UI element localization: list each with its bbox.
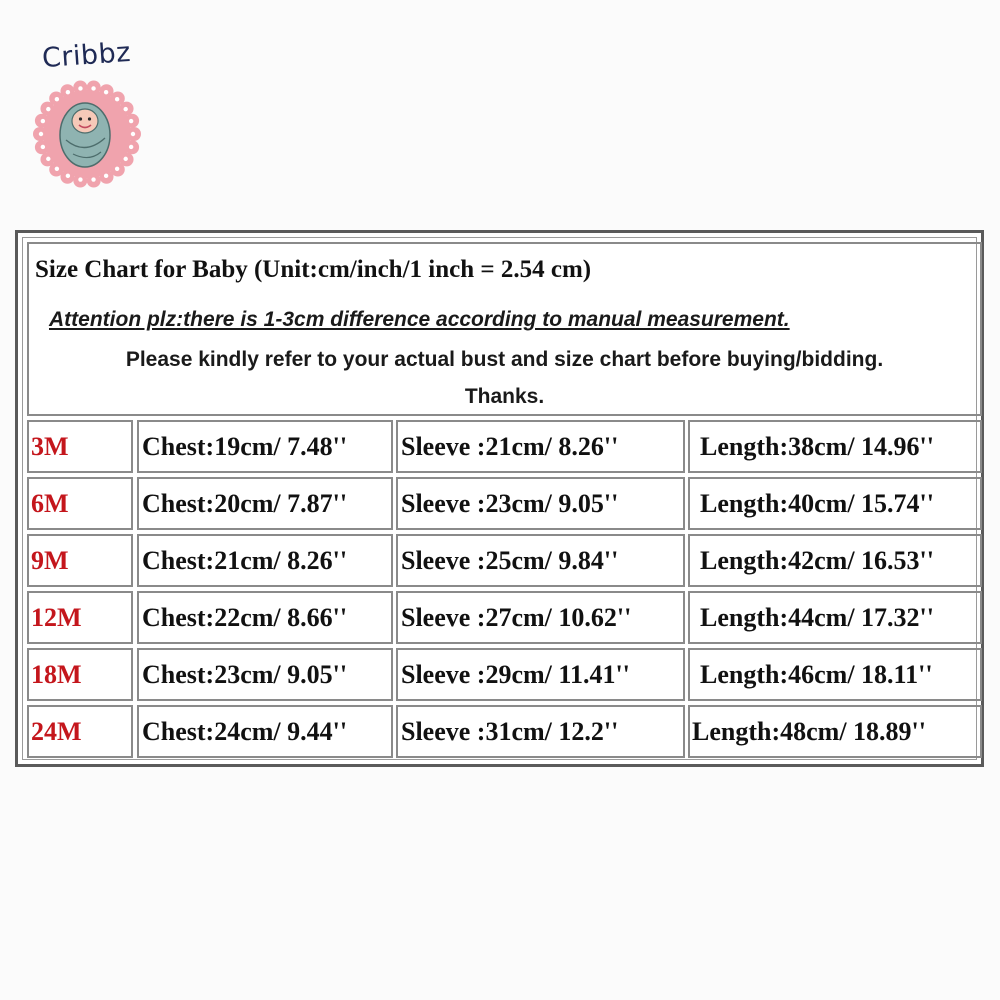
size-chart	[15, 230, 984, 767]
size-label: 9M	[27, 534, 133, 587]
size-row-18m	[27, 648, 982, 701]
size-label: 18M	[27, 648, 133, 701]
swaddled-baby-icon	[33, 80, 141, 188]
size-row-12m	[27, 591, 982, 644]
length-cell: Length:48cm/ 18.89''	[688, 705, 982, 758]
length-cell: Length:42cm/ 16.53''	[688, 534, 982, 587]
brand-logo	[30, 36, 150, 196]
chest-cell: Chest:24cm/ 9.44''	[137, 705, 393, 758]
notice-line-2: Thanks.	[464, 385, 545, 408]
size-chart-inner	[22, 237, 977, 760]
sleeve-cell: Sleeve :31cm/ 12.2''	[396, 705, 685, 758]
sleeve-cell: Sleeve :21cm/ 8.26''	[396, 420, 685, 473]
length-cell: Length:40cm/ 15.74''	[688, 477, 982, 530]
sleeve-cell: Sleeve :29cm/ 11.41''	[396, 648, 685, 701]
sleeve-cell: Sleeve :23cm/ 9.05''	[396, 477, 685, 530]
size-row-3m	[27, 420, 982, 473]
chart-title: Size Chart for Baby (Unit:cm/inch/1 inch = 2.54 cm)	[35, 256, 592, 283]
size-label: 3M	[27, 420, 133, 473]
size-label: 24M	[27, 705, 133, 758]
size-chart-header	[27, 242, 982, 416]
size-row-24m	[27, 705, 982, 758]
length-cell: Length:46cm/ 18.11''	[688, 648, 982, 701]
length-cell: Length:44cm/ 17.32''	[688, 591, 982, 644]
brand-name: Cribbz	[41, 36, 132, 75]
length-cell: Length:38cm/ 14.96''	[688, 420, 982, 473]
attention-note: Attention plz:there is 1-3cm difference according to manual measurement.	[49, 308, 790, 331]
size-label: 12M	[27, 591, 133, 644]
size-row-9m	[27, 534, 982, 587]
chest-cell: Chest:20cm/ 7.87''	[137, 477, 393, 530]
chest-cell: Chest:21cm/ 8.26''	[137, 534, 393, 587]
chest-cell: Chest:22cm/ 8.66''	[137, 591, 393, 644]
notice-line-1: Please kindly refer to your actual bust and size chart before buying/bidding.	[125, 348, 884, 371]
size-label: 6M	[27, 477, 133, 530]
chest-cell: Chest:23cm/ 9.05''	[137, 648, 393, 701]
chest-cell: Chest:19cm/ 7.48''	[137, 420, 393, 473]
sleeve-cell: Sleeve :27cm/ 10.62''	[396, 591, 685, 644]
size-row-6m	[27, 477, 982, 530]
sleeve-cell: Sleeve :25cm/ 9.84''	[396, 534, 685, 587]
